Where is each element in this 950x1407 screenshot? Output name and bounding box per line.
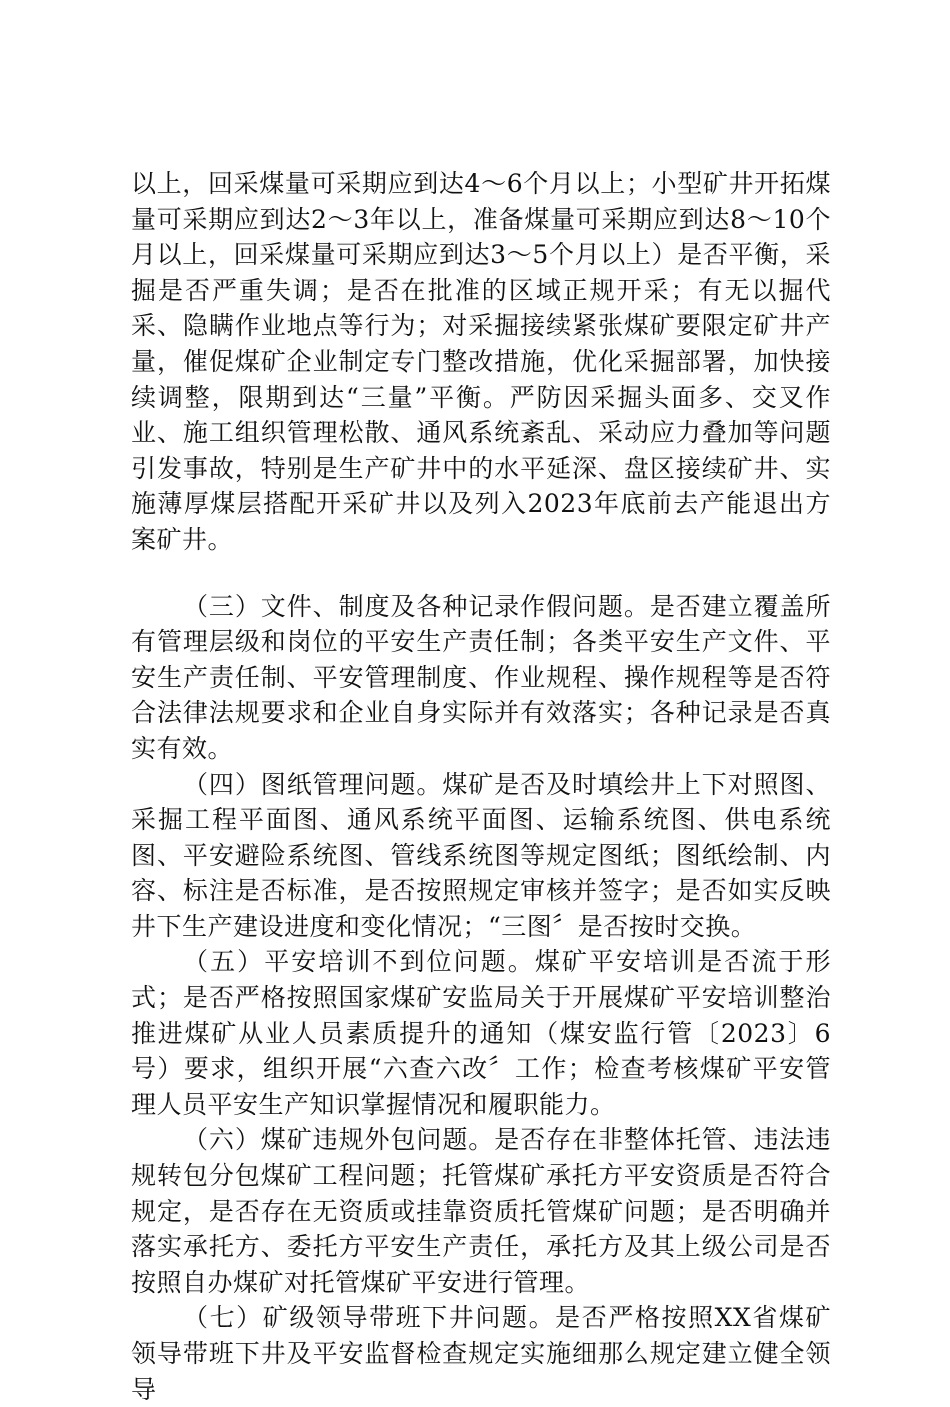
document-page [131, 166, 831, 1407]
paragraph-section-4: （四）图纸管理问题。煤矿是否及时填绘井上下对照图、采掘工程平面图、通风系统平面图、运输系统图、供电系统图、平安避险系统图、管线系统图等规定图纸；图纸绘制、内容、标注是否标准，是否按照规定审核并签字；是否如实反映井下生产建设进度和变化情况；“三图〞是否按时交换。 [131, 769, 831, 941]
paragraph-section-6: （六）煤矿违规外包问题。是否存在非整体托管、违法违规转包分包煤矿工程问题；托管煤矿承托方平安资质是否符合规定，是否存在无资质或挂靠资质托管煤矿问题；是否明确并落实承托方、委托方平安生产责任，承托方及其上级公司是否按照自办煤矿对托管煤矿平安进行管理。 [131, 1125, 831, 1297]
paragraph-section-3: （三）文件、制度及各种记录作假问题。是否建立覆盖所有管理层级和岗位的平安生产责任制；各类平安生产文件、平安生产责任制、平安管理制度、作业规程、操作规程等是否符合法律法规要求和企业自身实际并有效落实；各种记录是否真实有效。 [131, 591, 831, 763]
paragraph-section-5: （五）平安培训不到位问题。煤矿平安培训是否流于形式；是否严格按照国家煤矿安监局关于开展煤矿平安培训整治推进煤矿从业人员素质提升的通知（煤安监行管〔2023〕6号）要求，组织开展“六查六改〞工作；检查考核煤矿平安管理人员平安生产知识掌握情况和履职能力。 [131, 947, 831, 1119]
paragraph-continued: 以上，回采煤量可采期应到达4～6个月以上；小型矿井开拓煤量可采期应到达2～3年以上，准备煤量可采期应到达8～10个月以上，回采煤量可采期应到达3～5个月以上）是否平衡，采掘是否严重失调；是否在批准的区域正规开采；有无以掘代采、隐瞒作业地点等行为；对采掘接续紧张煤矿要限定矿井产量，催促煤矿企业制定专门整改措施，优化采掘部署，加快接续调整，限期到达“三量”平衡。严防因采掘头面多、交叉作业、施工组织管理松散、通风系统紊乱、采动应力叠加等问题引发事故，特别是生产矿井中的水平延深、盘区接续矿井、实施薄厚煤层搭配开采矿井以及列入2023年底前去产能退出方案矿井。 [131, 169, 831, 554]
paragraph-section-7: （七）矿级领导带班下井问题。是否严格按照XX省煤矿领导带班下井及平安监督检查规定实施细那么规定建立健全领导 [131, 1303, 831, 1404]
